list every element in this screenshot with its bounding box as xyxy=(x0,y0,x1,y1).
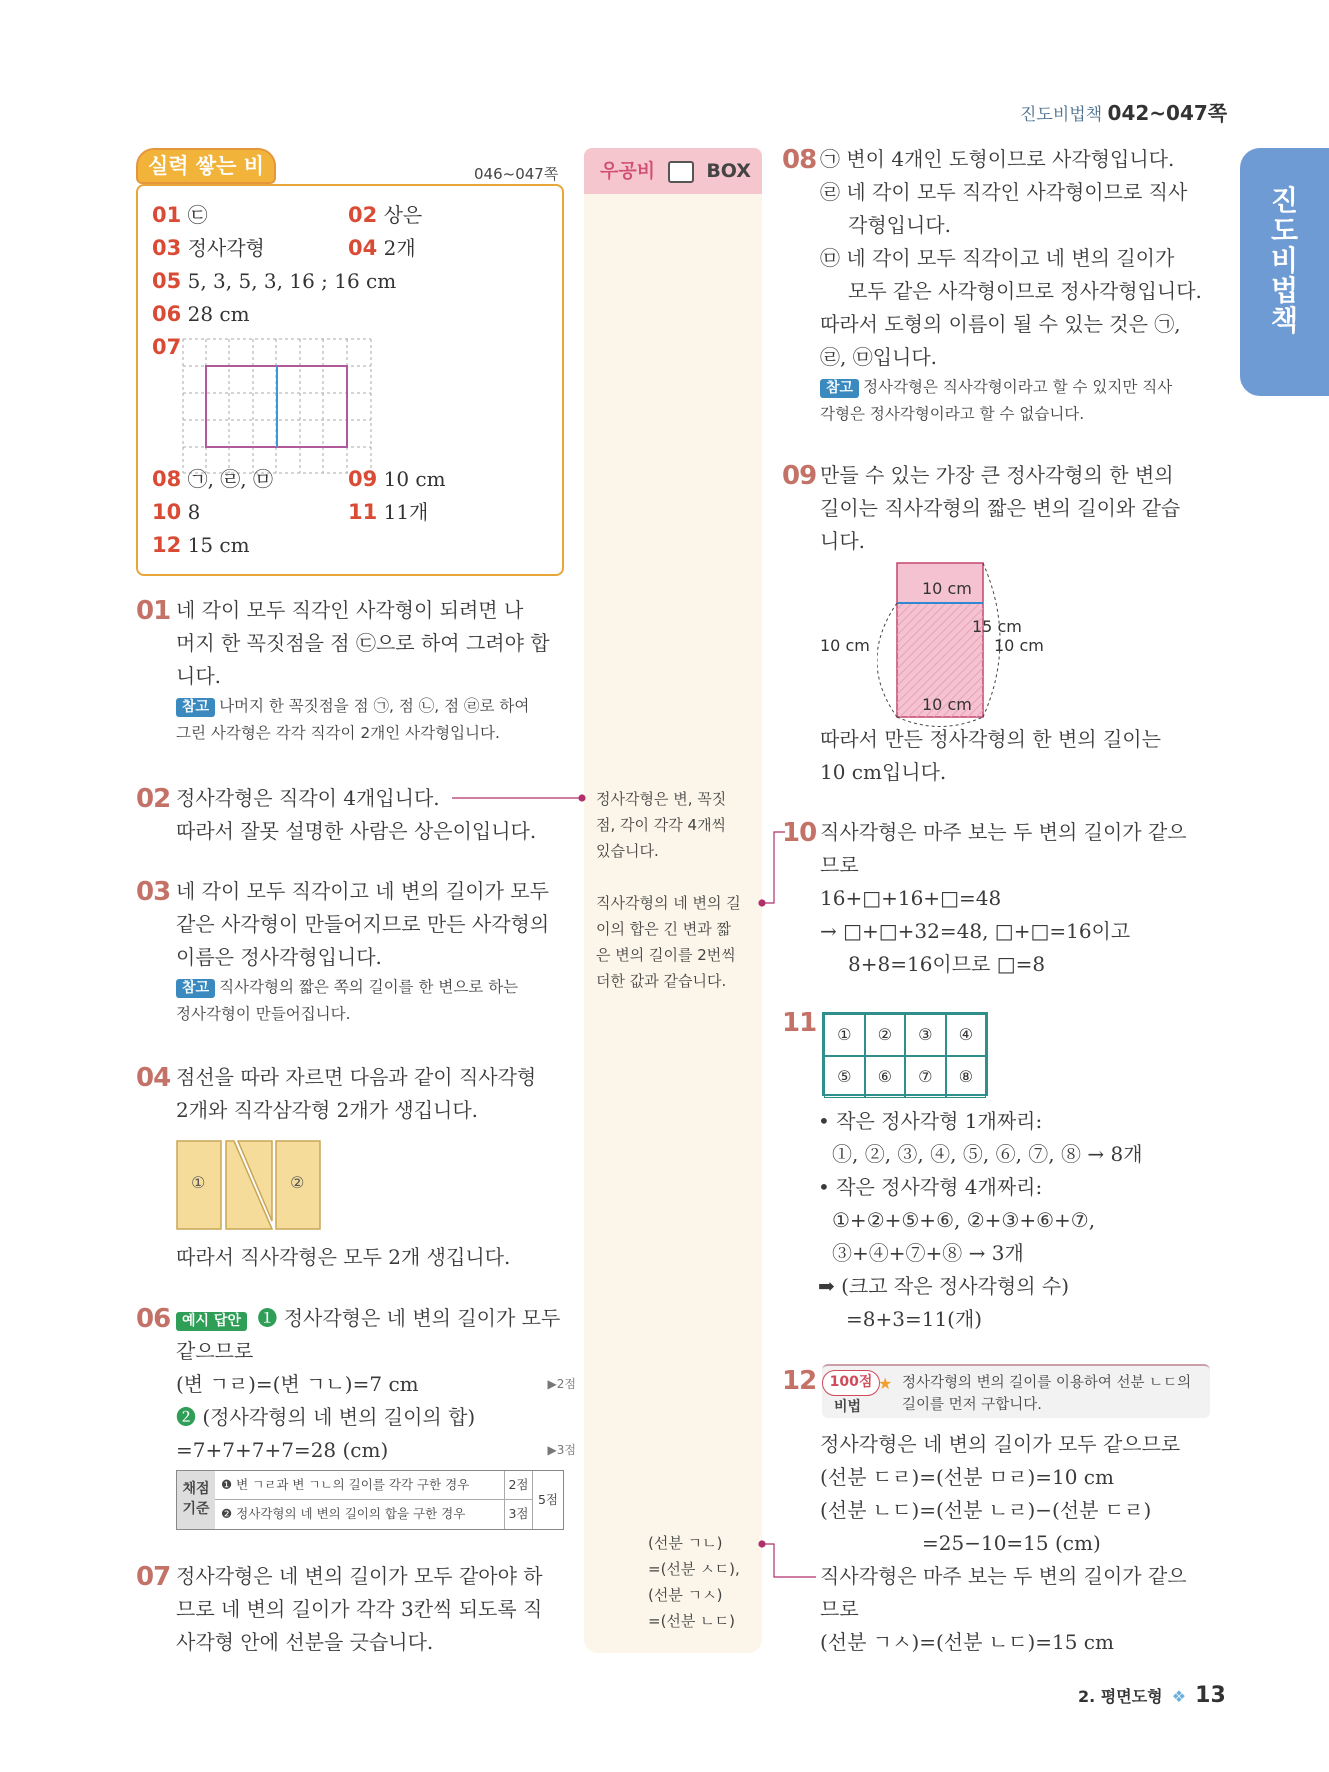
text-line: =25−10=15 (cm) xyxy=(922,1531,1101,1555)
section-number: 01 xyxy=(136,596,171,626)
text-line: 이름은 정사각형입니다. xyxy=(176,945,382,969)
answer-value: 2개 xyxy=(383,236,416,260)
diamond-icon: ❖ xyxy=(1171,1687,1187,1706)
tag-reference: 참고 xyxy=(176,979,215,998)
text-line: • 작은 정사각형 1개짜리: xyxy=(818,1109,1043,1133)
grid-cell: ③ xyxy=(905,1014,946,1056)
text-line: 니다. xyxy=(820,529,865,553)
answer-value: 10 cm xyxy=(383,467,446,491)
dim-label-top: 10 cm xyxy=(922,579,972,598)
side-tab-char: 책 xyxy=(1270,304,1299,337)
text-line: 직사각형은 마주 보는 두 변의 길이가 같으 xyxy=(820,820,1187,844)
section-number: 08 xyxy=(782,145,817,175)
text-line: 10 cm입니다. xyxy=(820,760,947,784)
tag-example-answer: 예시 답안 xyxy=(176,1312,247,1331)
footer xyxy=(1078,1683,1226,1708)
answer-num: 07 xyxy=(152,335,182,359)
text-line: ①, ②, ③, ④, ⑤, ⑥, ⑦, ⑧ → 8개 xyxy=(832,1142,1143,1166)
tip-line: 길이를 먼저 구합니다. xyxy=(902,1397,1042,1413)
ref-line: 정사각형은 직사각형이라고 할 수 있지만 직사 xyxy=(863,378,1173,396)
dim-label-left: 10 cm xyxy=(820,636,870,655)
note-line: =(선분 ㄴㄷ) xyxy=(648,1612,736,1630)
section-body xyxy=(176,782,576,848)
text-line: =7+7+7+7=28 (cm) xyxy=(176,1438,389,1462)
answer-value: 15 cm xyxy=(187,533,250,557)
points-label: ▶3점 xyxy=(547,1443,576,1457)
text-line: 정사각형은 네 변의 길이가 모두 같으므로 xyxy=(820,1432,1181,1456)
text-line: (선분 ㄱㅅ)=(선분 ㄴㄷ)=15 cm xyxy=(820,1630,1114,1654)
answer-value: 28 cm xyxy=(187,302,250,326)
section-number: 03 xyxy=(136,877,171,907)
step-marker: ❷ xyxy=(176,1405,196,1429)
answer-value: 8 xyxy=(187,500,201,524)
tag-reference: 참고 xyxy=(176,698,215,717)
tip-box xyxy=(822,1364,1210,1418)
text-line: ③+④+⑦+⑧ → 3개 xyxy=(832,1241,1024,1265)
text-line: (정사각형의 네 변의 길이의 합) xyxy=(202,1405,476,1429)
answer-box-title-text: 실력 쌓는 비법 xyxy=(147,154,265,210)
text-line: 같은 사각형이 만들어지므로 만든 사각형의 xyxy=(176,912,550,936)
note-line: 더한 값과 같습니다. xyxy=(596,972,727,990)
text-line: ㉠ 변이 4개인 도형이므로 사각형입니다. xyxy=(820,147,1175,171)
answer-num: 05 xyxy=(152,269,182,293)
grid-cell: ⑥ xyxy=(865,1056,906,1098)
text-line: 정사각형은 네 변의 길이가 모두 같아야 하 xyxy=(176,1564,543,1588)
text-line: 사각형 안에 선분을 긋습니다. xyxy=(176,1630,434,1654)
answer-num: 06 xyxy=(152,302,182,326)
note-line: 점, 각이 각각 4개씩 xyxy=(596,816,727,834)
tip-text xyxy=(902,1372,1191,1416)
answer-value: ㉠, ㉣, ㉤ xyxy=(187,467,274,491)
side-tab-char: 비 xyxy=(1270,244,1299,277)
text-line: 정사각형은 직각이 4개입니다. xyxy=(176,786,440,810)
text-line: 2개와 직각삼각형 2개가 생깁니다. xyxy=(176,1098,479,1122)
dim-label-right-2: 10 cm xyxy=(994,636,1044,655)
note-line: 있습니다. xyxy=(596,842,659,860)
criteria-label: 채점 기준 xyxy=(177,1471,215,1529)
criteria-pts-2: 3점 xyxy=(505,1500,533,1529)
answer-box-pages: 046~047쪽 xyxy=(474,165,559,183)
text-line: 니다. xyxy=(176,664,221,688)
step-marker: ❶ xyxy=(257,1306,278,1330)
tip-line: 정사각형의 변의 길이를 이용하여 선분 ㄴㄷ의 xyxy=(902,1375,1192,1391)
piece-label-1: ① xyxy=(191,1173,206,1192)
text-line: 따라서 직사각형은 모두 2개 생깁니다. xyxy=(176,1245,511,1269)
answer-num: 01 xyxy=(152,203,182,227)
text-line: 직사각형은 마주 보는 두 변의 길이가 같으 xyxy=(820,1564,1187,1588)
star-icon: ★ xyxy=(878,1374,893,1393)
answer-num: 08 xyxy=(152,467,182,491)
answer-num: 02 xyxy=(348,203,378,227)
side-tab-char: 도 xyxy=(1270,214,1299,247)
grid-cell: ⑤ xyxy=(824,1056,865,1098)
text-line: 점선을 따라 자르면 다음과 같이 직사각형 xyxy=(176,1065,537,1089)
grid-cell: ⑦ xyxy=(905,1056,946,1098)
text-line: (선분 ㄴㄷ)=(선분 ㄴㄹ)−(선분 ㄷㄹ) xyxy=(820,1498,1152,1522)
section-body xyxy=(176,594,576,747)
side-tab-char: 진 xyxy=(1270,184,1299,217)
section-body xyxy=(176,1061,576,1127)
answer-num: 11 xyxy=(348,500,378,524)
note-line: 은 변의 길이를 2번씩 xyxy=(596,946,736,964)
text-line: • 작은 정사각형 4개짜리: xyxy=(818,1175,1043,1199)
text-line: 정사각형은 네 변의 길이가 모두 xyxy=(283,1306,561,1330)
answer-num: 03 xyxy=(152,236,182,260)
text-line: 따라서 잘못 설명한 사람은 상은이입니다. xyxy=(176,819,537,843)
header-range: 042~047쪽 xyxy=(1107,101,1228,125)
note-line: =(선분 ㅅㄷ), xyxy=(648,1560,740,1578)
section-conclusion xyxy=(820,723,1220,789)
text-line: 길이는 직사각형의 짧은 변의 길이와 같습 xyxy=(820,496,1181,520)
piece-label-2: ② xyxy=(290,1173,305,1192)
text-line: 따라서 만든 정사각형의 한 변의 길이는 xyxy=(820,727,1161,751)
text-line: ①+②+⑤+⑥, ②+③+⑥+⑦, xyxy=(832,1208,1096,1232)
text-line: ㉣ 네 각이 모두 직각인 사각형이므로 직사 xyxy=(820,180,1188,204)
grid-cell: ⑧ xyxy=(946,1056,987,1098)
answer-value: 5, 3, 5, 3, 16 ; 16 cm xyxy=(187,269,397,293)
page-number: 13 xyxy=(1195,1683,1226,1708)
text-line: 같으므로 xyxy=(176,1339,254,1363)
answer-num: 09 xyxy=(348,467,378,491)
points-label: ▶2점 xyxy=(547,1377,576,1391)
tip-badge: 100점 xyxy=(822,1370,880,1396)
text-line: 8+8=16이므로 □=8 xyxy=(848,952,1046,976)
grid-cell: ② xyxy=(865,1014,906,1056)
note-line: 이의 합은 긴 변과 짧 xyxy=(596,920,731,938)
text-line: 16+□+16+□=48 xyxy=(820,886,1002,910)
criteria-total: 5점 xyxy=(537,1492,559,1507)
answer-value: 11개 xyxy=(383,500,429,524)
ref-line: 그린 사각형은 각각 직각이 2개인 사각형입니다. xyxy=(176,724,500,742)
ref-line: 직사각형의 짧은 쪽의 길이를 한 변으로 하는 xyxy=(219,978,519,996)
dim-label-bottom: 10 cm xyxy=(922,695,972,714)
text-line: 각형입니다. xyxy=(848,213,951,237)
text-line: ➡ (크고 작은 정사각형의 수) xyxy=(818,1274,1069,1298)
text-line: 만들 수 있는 가장 큰 정사각형의 한 변의 xyxy=(820,463,1174,487)
criteria-pts-1: 2점 xyxy=(505,1471,533,1500)
section-number: 04 xyxy=(136,1063,171,1093)
section-body xyxy=(820,1428,1220,1659)
section-number: 11 xyxy=(782,1008,817,1038)
note-line: 정사각형은 변, 꼭짓 xyxy=(596,790,727,808)
grid-cell: ④ xyxy=(946,1014,987,1056)
ref-line: 각형은 정사각형이라고 할 수 없습니다. xyxy=(820,405,1085,423)
text-line: 므로 xyxy=(820,853,859,877)
answer-value: ㉢ xyxy=(187,203,208,227)
text-line: 므로 xyxy=(820,1597,859,1621)
section-number: 02 xyxy=(136,784,171,814)
mid-box-title: 우공비 xyxy=(600,160,656,182)
tip-badge-label: 비법 xyxy=(834,1399,862,1415)
section-number: 12 xyxy=(782,1366,817,1396)
section-number: 07 xyxy=(136,1562,171,1592)
section-body xyxy=(818,1105,1218,1336)
section-body xyxy=(820,816,1220,981)
criteria-row-1: ❶ 변 ㄱㄹ과 변 ㄱㄴ의 길이를 각각 구한 경우 xyxy=(215,1471,505,1500)
text-line: → □+□+32=48, □+□=16이고 xyxy=(820,919,1131,943)
section-body xyxy=(176,875,576,1028)
section-number: 06 xyxy=(136,1304,171,1334)
side-tab-char: 법 xyxy=(1270,274,1299,307)
text-line: =8+3=11(개) xyxy=(846,1307,983,1331)
square-grid xyxy=(822,1012,988,1096)
answer-num: 10 xyxy=(152,500,182,524)
text-line: (변 ㄱㄹ)=(변 ㄱㄴ)=7 cm xyxy=(176,1372,419,1396)
text-line: 따라서 도형의 이름이 될 수 있는 것은 ㉠, xyxy=(820,312,1181,336)
section-body xyxy=(176,1302,576,1467)
answer-num: 04 xyxy=(348,236,378,260)
section-body xyxy=(176,1560,576,1659)
note-line: 직사각형의 네 변의 길 xyxy=(596,894,741,912)
answer-value: 상은 xyxy=(383,203,423,227)
note-line: (선분 ㄱㅅ) xyxy=(648,1586,723,1604)
text-line: ㉣, ㉤입니다. xyxy=(820,345,938,369)
section-body xyxy=(820,143,1220,428)
ref-line: 나머지 한 꼭짓점을 점 ㉠, 점 ㉡, 점 ㉣로 하여 xyxy=(219,697,530,715)
text-line: 모두 같은 사각형이므로 정사각형입니다. xyxy=(848,279,1202,303)
text-line: 네 각이 모두 직각인 사각형이 되려면 나 xyxy=(176,598,524,622)
header-book: 진도비법책 xyxy=(1020,105,1103,125)
answer-value: 정사각형 xyxy=(187,236,265,260)
footer-chapter: 2. 평면도형 xyxy=(1078,1687,1163,1706)
text-line: 네 각이 모두 직각이고 네 변의 길이가 모두 xyxy=(176,879,549,903)
section-body xyxy=(820,459,1220,558)
mid-box-label: BOX xyxy=(706,160,751,182)
ref-line: 정사각형이 만들어집니다. xyxy=(176,1005,351,1023)
grid-cell: ① xyxy=(824,1014,865,1056)
section-number: 10 xyxy=(782,818,817,848)
tag-reference: 참고 xyxy=(820,379,859,398)
criteria-row-2: ❷ 정사각형의 네 변의 길이의 합을 구한 경우 xyxy=(215,1500,505,1529)
text-line: 므로 네 변의 길이가 각각 3칸씩 되도록 직 xyxy=(176,1597,543,1621)
text-line: 머지 한 꼭짓점을 점 ㉢으로 하여 그려야 합 xyxy=(176,631,550,655)
section-number: 09 xyxy=(782,461,817,491)
answer-num: 12 xyxy=(152,533,182,557)
note-line: (선분 ㄱㄴ) xyxy=(648,1534,723,1552)
text-line: (선분 ㄷㄹ)=(선분 ㅁㄹ)=10 cm xyxy=(820,1465,1114,1489)
dim-label-right-1: 15 cm xyxy=(972,617,1022,636)
grading-criteria xyxy=(176,1470,564,1530)
text-line: ㉤ 네 각이 모두 직각이고 네 변의 길이가 xyxy=(820,246,1175,270)
